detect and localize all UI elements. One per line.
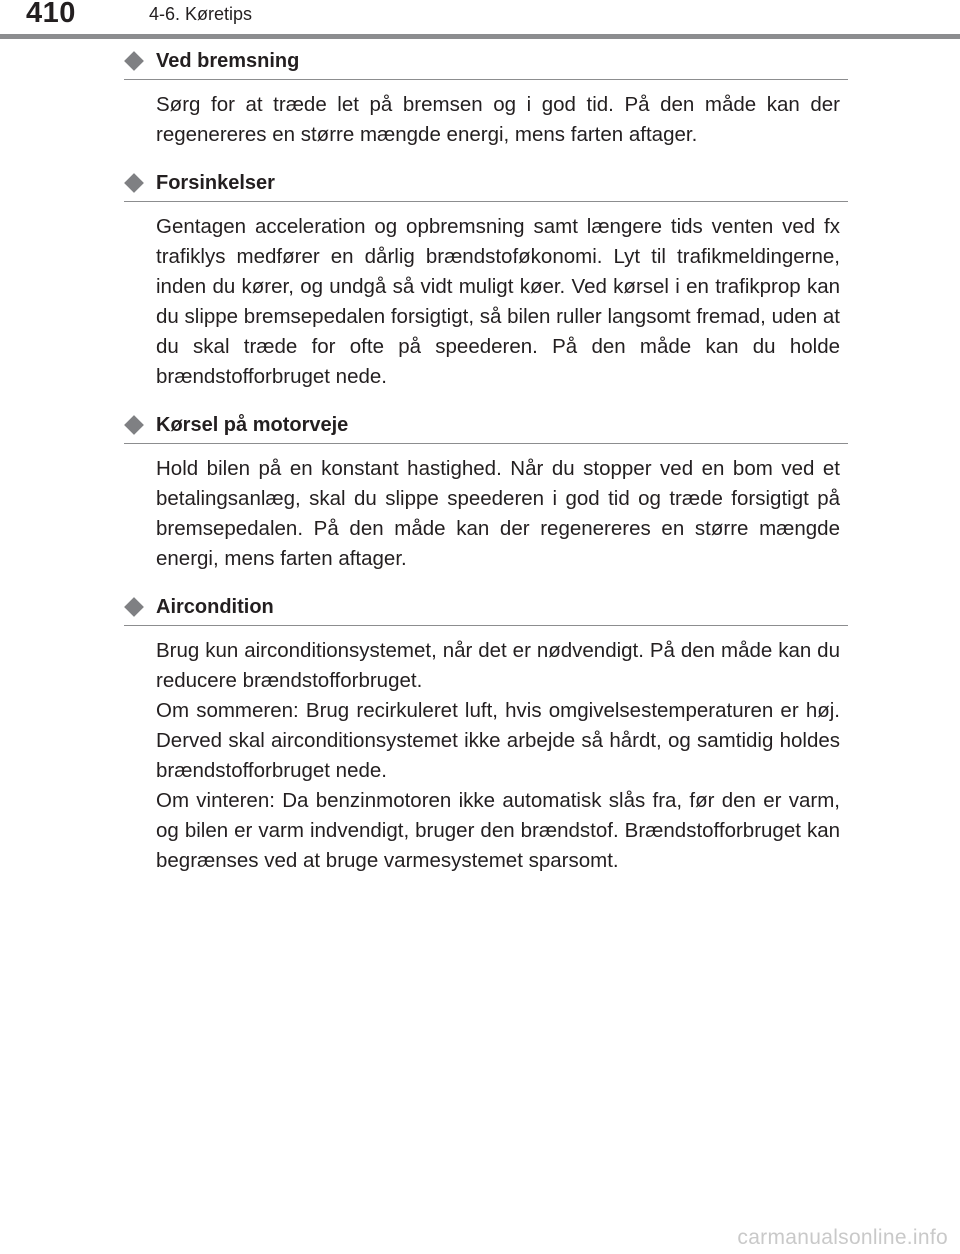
- section-braking: [124, 44, 848, 166]
- page-header: [0, 0, 960, 40]
- section-air-condition: [124, 590, 848, 892]
- paragraph: Gentagen acceleration og opbremsning samt længere tids venten ved fx trafiklys medfører en dårlig brændstoføkonomi. Lyt til trafikmeldingerne, inden du kører, og undgå så vidt muligt køer. Ved kørsel i en trafikprop kan du slippe bremsepedalen forsigtigt, så bilen ruller langsomt fremad, uden at du skal træde for ofte på speederen. På den måde kan du holde brændstofforbruget nede.: [156, 215, 840, 388]
- paragraph: Sørg for at træde let på bremsen og i god tid. På den måde kan der regenereres en større mængde energi, mens farten aftager.: [156, 93, 840, 146]
- section-delays: [124, 166, 848, 408]
- chapter-title: 4-6. Køretips: [149, 4, 253, 24]
- paragraph: Om sommeren: Brug recirkuleret luft, hvis omgivelsestemperaturen er høj. Derved skal airconditionsystemet ikke arbejde så hårdt, og samtidig holdes brændstofforbruget nede.: [156, 699, 840, 782]
- page-content: [124, 44, 848, 892]
- section-motorway: [124, 408, 848, 590]
- paragraph: Hold bilen på en konstant hastighed. Når du stopper ved en bom ved et betalingsanlæg, skal du slippe speederen i god tid og træde forsigtigt på bremsepedalen. På den måde kan der regenereres en større mængde energi, mens farten aftager.: [156, 457, 840, 570]
- diamond-bullet-icon: [124, 415, 144, 435]
- watermark: carmanualsonline.info: [737, 1226, 948, 1249]
- page-number: 410: [26, 0, 76, 29]
- section-title: Forsinkelser: [156, 172, 275, 194]
- section-heading: [124, 408, 848, 444]
- diamond-bullet-icon: [124, 173, 144, 193]
- section-title: Ved bremsning: [156, 50, 300, 72]
- header-rule: [0, 34, 960, 39]
- section-title: Kørsel på motorveje: [156, 414, 349, 436]
- section-heading: [124, 166, 848, 202]
- paragraph: Om vinteren: Da benzinmotoren ikke automatisk slås fra, før den er varm, og bilen er varm indvendigt, bruger den brændstof. Brændstofforbruget kan begrænses ved at bruge varmesystemet sparsomt.: [156, 789, 840, 872]
- diamond-bullet-icon: [124, 597, 144, 617]
- paragraph: Brug kun airconditionsystemet, når det er nødvendigt. På den måde kan du reducere brændstofforbruget.: [156, 639, 840, 692]
- section-heading: [124, 590, 848, 626]
- section-heading: [124, 44, 848, 80]
- section-body: [124, 444, 840, 590]
- section-body: [124, 202, 840, 408]
- section-body: [124, 626, 840, 892]
- section-title: Aircondition: [156, 596, 274, 618]
- section-body: [124, 80, 840, 166]
- diamond-bullet-icon: [124, 51, 144, 71]
